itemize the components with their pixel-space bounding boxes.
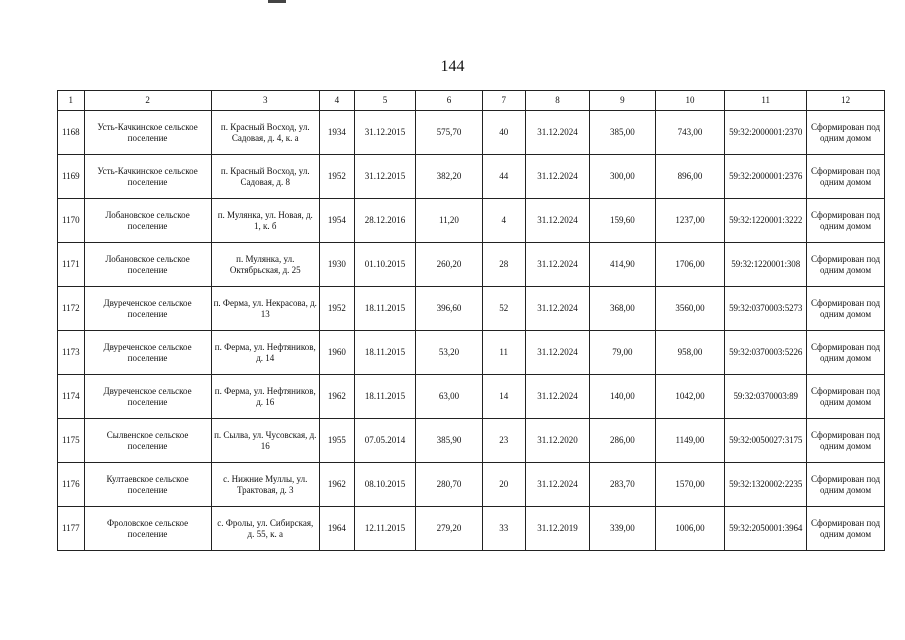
cell-land-area: 159,60 [590, 199, 656, 243]
cell-status: Сформирован под одним домом [807, 507, 885, 551]
cell-resettlement-date: 31.12.2024 [525, 331, 589, 375]
cell-plot-area: 1042,00 [655, 375, 725, 419]
cell-cadastral-number: 59:32:2000001:2376 [725, 155, 807, 199]
top-scan-mark [268, 0, 286, 3]
column-header-4: 4 [320, 91, 355, 111]
cell-settlement: Култаевское сельское поселение [84, 463, 211, 507]
table-row [58, 243, 885, 287]
cell-row-number: 1176 [58, 463, 85, 507]
cell-inspection-date: 31.12.2015 [354, 155, 415, 199]
cell-build-year: 1960 [320, 331, 355, 375]
cell-land-area: 300,00 [590, 155, 656, 199]
column-header-9: 9 [590, 91, 656, 111]
cell-inspection-date: 31.12.2015 [354, 111, 415, 155]
cell-residents: 23 [482, 419, 525, 463]
cell-inspection-date: 18.11.2015 [354, 375, 415, 419]
cell-residents: 20 [482, 463, 525, 507]
cell-status: Сформирован под одним домом [807, 419, 885, 463]
column-header-8: 8 [525, 91, 589, 111]
cell-plot-area: 3560,00 [655, 287, 725, 331]
cell-settlement: Сылвенское сельское поселение [84, 419, 211, 463]
cell-inspection-date: 07.05.2014 [354, 419, 415, 463]
cell-land-area: 140,00 [590, 375, 656, 419]
cell-area: 280,70 [416, 463, 483, 507]
cell-cadastral-number: 59:32:1220001:3222 [725, 199, 807, 243]
cell-address: п. Ферма, ул. Некрасова, д. 13 [211, 287, 319, 331]
cell-plot-area: 1706,00 [655, 243, 725, 287]
cell-address: с. Фролы, ул. Сибирская, д. 55, к. а [211, 507, 319, 551]
cell-area: 385,90 [416, 419, 483, 463]
cell-area: 575,70 [416, 111, 483, 155]
cell-inspection-date: 18.11.2015 [354, 331, 415, 375]
cell-row-number: 1177 [58, 507, 85, 551]
cell-land-area: 339,00 [590, 507, 656, 551]
cell-build-year: 1955 [320, 419, 355, 463]
cell-cadastral-number: 59:32:2050001:3964 [725, 507, 807, 551]
cell-settlement: Лобановское сельское поселение [84, 243, 211, 287]
cell-residents: 4 [482, 199, 525, 243]
cell-row-number: 1175 [58, 419, 85, 463]
cell-resettlement-date: 31.12.2024 [525, 199, 589, 243]
cell-row-number: 1174 [58, 375, 85, 419]
table-row [58, 287, 885, 331]
cell-residents: 28 [482, 243, 525, 287]
column-header-12: 12 [807, 91, 885, 111]
cell-settlement: Усть-Качкинское сельское поселение [84, 155, 211, 199]
cell-row-number: 1170 [58, 199, 85, 243]
cell-cadastral-number: 59:32:1320002:2235 [725, 463, 807, 507]
cell-area: 260,20 [416, 243, 483, 287]
cell-build-year: 1954 [320, 199, 355, 243]
header-row [58, 91, 885, 111]
column-header-2: 2 [84, 91, 211, 111]
cell-status: Сформирован под одним домом [807, 375, 885, 419]
cell-status: Сформирован под одним домом [807, 287, 885, 331]
cell-status: Сформирован под одним домом [807, 243, 885, 287]
cell-residents: 11 [482, 331, 525, 375]
cell-address: с. Нижние Муллы, ул. Трактовая, д. 3 [211, 463, 319, 507]
cell-plot-area: 1570,00 [655, 463, 725, 507]
cell-land-area: 79,00 [590, 331, 656, 375]
cell-resettlement-date: 31.12.2024 [525, 155, 589, 199]
column-header-11: 11 [725, 91, 807, 111]
cell-land-area: 368,00 [590, 287, 656, 331]
cell-cadastral-number: 59:32:1220001:308 [725, 243, 807, 287]
column-header-6: 6 [416, 91, 483, 111]
cell-land-area: 286,00 [590, 419, 656, 463]
column-header-7: 7 [482, 91, 525, 111]
cell-status: Сформирован под одним домом [807, 331, 885, 375]
cell-resettlement-date: 31.12.2024 [525, 463, 589, 507]
cell-row-number: 1168 [58, 111, 85, 155]
table-row [58, 463, 885, 507]
cell-status: Сформирован под одним домом [807, 463, 885, 507]
cell-settlement: Двуреченское сельское поселение [84, 287, 211, 331]
table-row [58, 199, 885, 243]
cell-settlement: Фроловское сельское поселение [84, 507, 211, 551]
cell-plot-area: 1006,00 [655, 507, 725, 551]
cell-build-year: 1930 [320, 243, 355, 287]
cell-area: 63,00 [416, 375, 483, 419]
cell-build-year: 1964 [320, 507, 355, 551]
cell-status: Сформирован под одним домом [807, 199, 885, 243]
cell-residents: 44 [482, 155, 525, 199]
cell-resettlement-date: 31.12.2019 [525, 507, 589, 551]
cell-land-area: 414,90 [590, 243, 656, 287]
cell-cadastral-number: 59:32:0370003:5273 [725, 287, 807, 331]
cell-residents: 40 [482, 111, 525, 155]
table-row [58, 375, 885, 419]
cell-resettlement-date: 31.12.2024 [525, 111, 589, 155]
cell-address: п. Сылва, ул. Чусовская, д. 16 [211, 419, 319, 463]
cell-cadastral-number: 59:32:0370003:89 [725, 375, 807, 419]
cell-build-year: 1962 [320, 375, 355, 419]
page-number: 144 [440, 58, 465, 75]
column-header-1: 1 [58, 91, 85, 111]
cell-settlement: Усть-Качкинское сельское поселение [84, 111, 211, 155]
cell-resettlement-date: 31.12.2020 [525, 419, 589, 463]
cell-plot-area: 958,00 [655, 331, 725, 375]
cell-address: п. Мулянка, ул. Новая, д. 1, к. б [211, 199, 319, 243]
cell-address: п. Ферма, ул. Нефтяников, д. 16 [211, 375, 319, 419]
cell-resettlement-date: 31.12.2024 [525, 375, 589, 419]
cell-build-year: 1952 [320, 155, 355, 199]
cell-area: 396,60 [416, 287, 483, 331]
table-body [58, 111, 885, 551]
registry-table [57, 90, 885, 551]
cell-cadastral-number: 59:32:0050027:3175 [725, 419, 807, 463]
cell-residents: 52 [482, 287, 525, 331]
cell-row-number: 1172 [58, 287, 85, 331]
cell-row-number: 1171 [58, 243, 85, 287]
cell-residents: 33 [482, 507, 525, 551]
cell-cadastral-number: 59:32:0370003:5226 [725, 331, 807, 375]
cell-build-year: 1962 [320, 463, 355, 507]
cell-cadastral-number: 59:32:2000001:2370 [725, 111, 807, 155]
cell-build-year: 1952 [320, 287, 355, 331]
cell-address: п. Ферма, ул. Нефтяников, д. 14 [211, 331, 319, 375]
cell-settlement: Лобановское сельское поселение [84, 199, 211, 243]
table-row [58, 331, 885, 375]
cell-address: п. Красный Восход, ул. Садовая, д. 8 [211, 155, 319, 199]
cell-plot-area: 1149,00 [655, 419, 725, 463]
cell-plot-area: 896,00 [655, 155, 725, 199]
cell-plot-area: 743,00 [655, 111, 725, 155]
cell-plot-area: 1237,00 [655, 199, 725, 243]
cell-status: Сформирован под одним домом [807, 155, 885, 199]
column-header-3: 3 [211, 91, 319, 111]
cell-address: п. Мулянка, ул. Октябрьская, д. 25 [211, 243, 319, 287]
cell-residents: 14 [482, 375, 525, 419]
table-row [58, 155, 885, 199]
cell-row-number: 1173 [58, 331, 85, 375]
cell-status: Сформирован под одним домом [807, 111, 885, 155]
cell-inspection-date: 01.10.2015 [354, 243, 415, 287]
cell-build-year: 1934 [320, 111, 355, 155]
table-header [58, 91, 885, 111]
cell-settlement: Двуреченское сельское поселение [84, 375, 211, 419]
cell-row-number: 1169 [58, 155, 85, 199]
cell-land-area: 385,00 [590, 111, 656, 155]
cell-area: 53,20 [416, 331, 483, 375]
column-header-10: 10 [655, 91, 725, 111]
cell-inspection-date: 28.12.2016 [354, 199, 415, 243]
cell-inspection-date: 12.11.2015 [354, 507, 415, 551]
cell-inspection-date: 08.10.2015 [354, 463, 415, 507]
table-row [58, 111, 885, 155]
cell-inspection-date: 18.11.2015 [354, 287, 415, 331]
cell-land-area: 283,70 [590, 463, 656, 507]
cell-settlement: Двуреченское сельское поселение [84, 331, 211, 375]
column-header-5: 5 [354, 91, 415, 111]
cell-area: 382,20 [416, 155, 483, 199]
cell-area: 279,20 [416, 507, 483, 551]
table-row [58, 419, 885, 463]
cell-resettlement-date: 31.12.2024 [525, 243, 589, 287]
cell-area: 11,20 [416, 199, 483, 243]
cell-resettlement-date: 31.12.2024 [525, 287, 589, 331]
table-row [58, 507, 885, 551]
cell-address: п. Красный Восход, ул. Садовая, д. 4, к. а [211, 111, 319, 155]
